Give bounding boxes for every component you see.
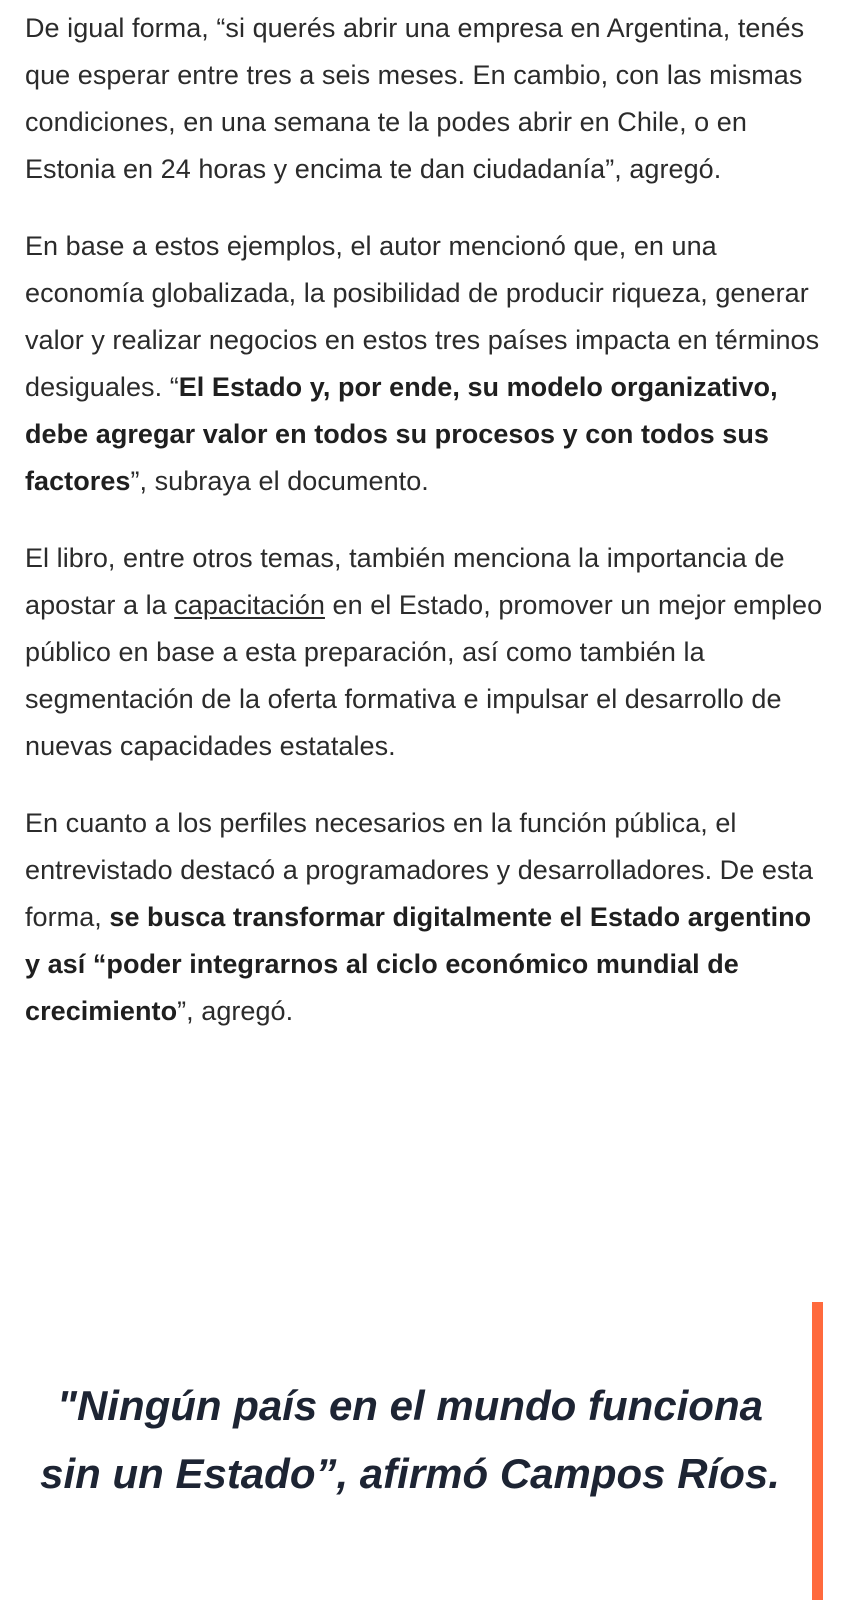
pullquote: "Ningún país en el mundo funciona sin un Estado”, afirmó Campos Ríos.	[40, 1382, 780, 1497]
bold-text: El Estado y, por ende, su modelo organizativo, debe agregar valor en todos su procesos y con todos sus factores	[25, 372, 778, 496]
paragraph-text: En cuanto a los perfiles necesarios en la función pública, el entrevistado destacó a programadores y desarrolladores. De esta forma,	[25, 808, 814, 932]
paragraph	[25, 800, 825, 1035]
paragraph-text: ”, agregó.	[177, 996, 294, 1026]
article-body	[25, 5, 825, 1065]
paragraph	[25, 5, 825, 193]
paragraph-text: En base a estos ejemplos, el autor mencionó que, en una economía globalizada, la posibilidad de producir riqueza, generar valor y realizar negocios en estos tres países impacta en términos desiguales. “	[25, 231, 820, 402]
paragraph	[25, 535, 825, 770]
paragraph-text: en el Estado, promover un mejor empleo público en base a esta preparación, así como también la segmentación de la oferta formativa e impulsar el desarrollo de nuevas capacidades estatales.	[25, 590, 823, 761]
pullquote-accent-bar	[812, 1302, 823, 1600]
paragraph	[25, 223, 825, 505]
paragraph-text: ”, subraya el documento.	[130, 466, 429, 496]
capacitacion-link[interactable]: capacitación	[174, 590, 325, 620]
bold-text: se busca transformar digitalmente el Estado argentino y así “poder integrarnos al ciclo económico mundial de crecimiento	[25, 902, 812, 1026]
paragraph-text: De igual forma, “si querés abrir una empresa en Argentina, tenés que esperar entre tres a seis meses. En cambio, con las mismas condiciones, en una semana te la podes abrir en Chile, o en Estonia en 24 horas y encima te dan ciudadanía”, agregó.	[25, 13, 805, 184]
paragraph-text: El libro, entre otros temas, también menciona la importancia de apostar a la	[25, 543, 785, 620]
